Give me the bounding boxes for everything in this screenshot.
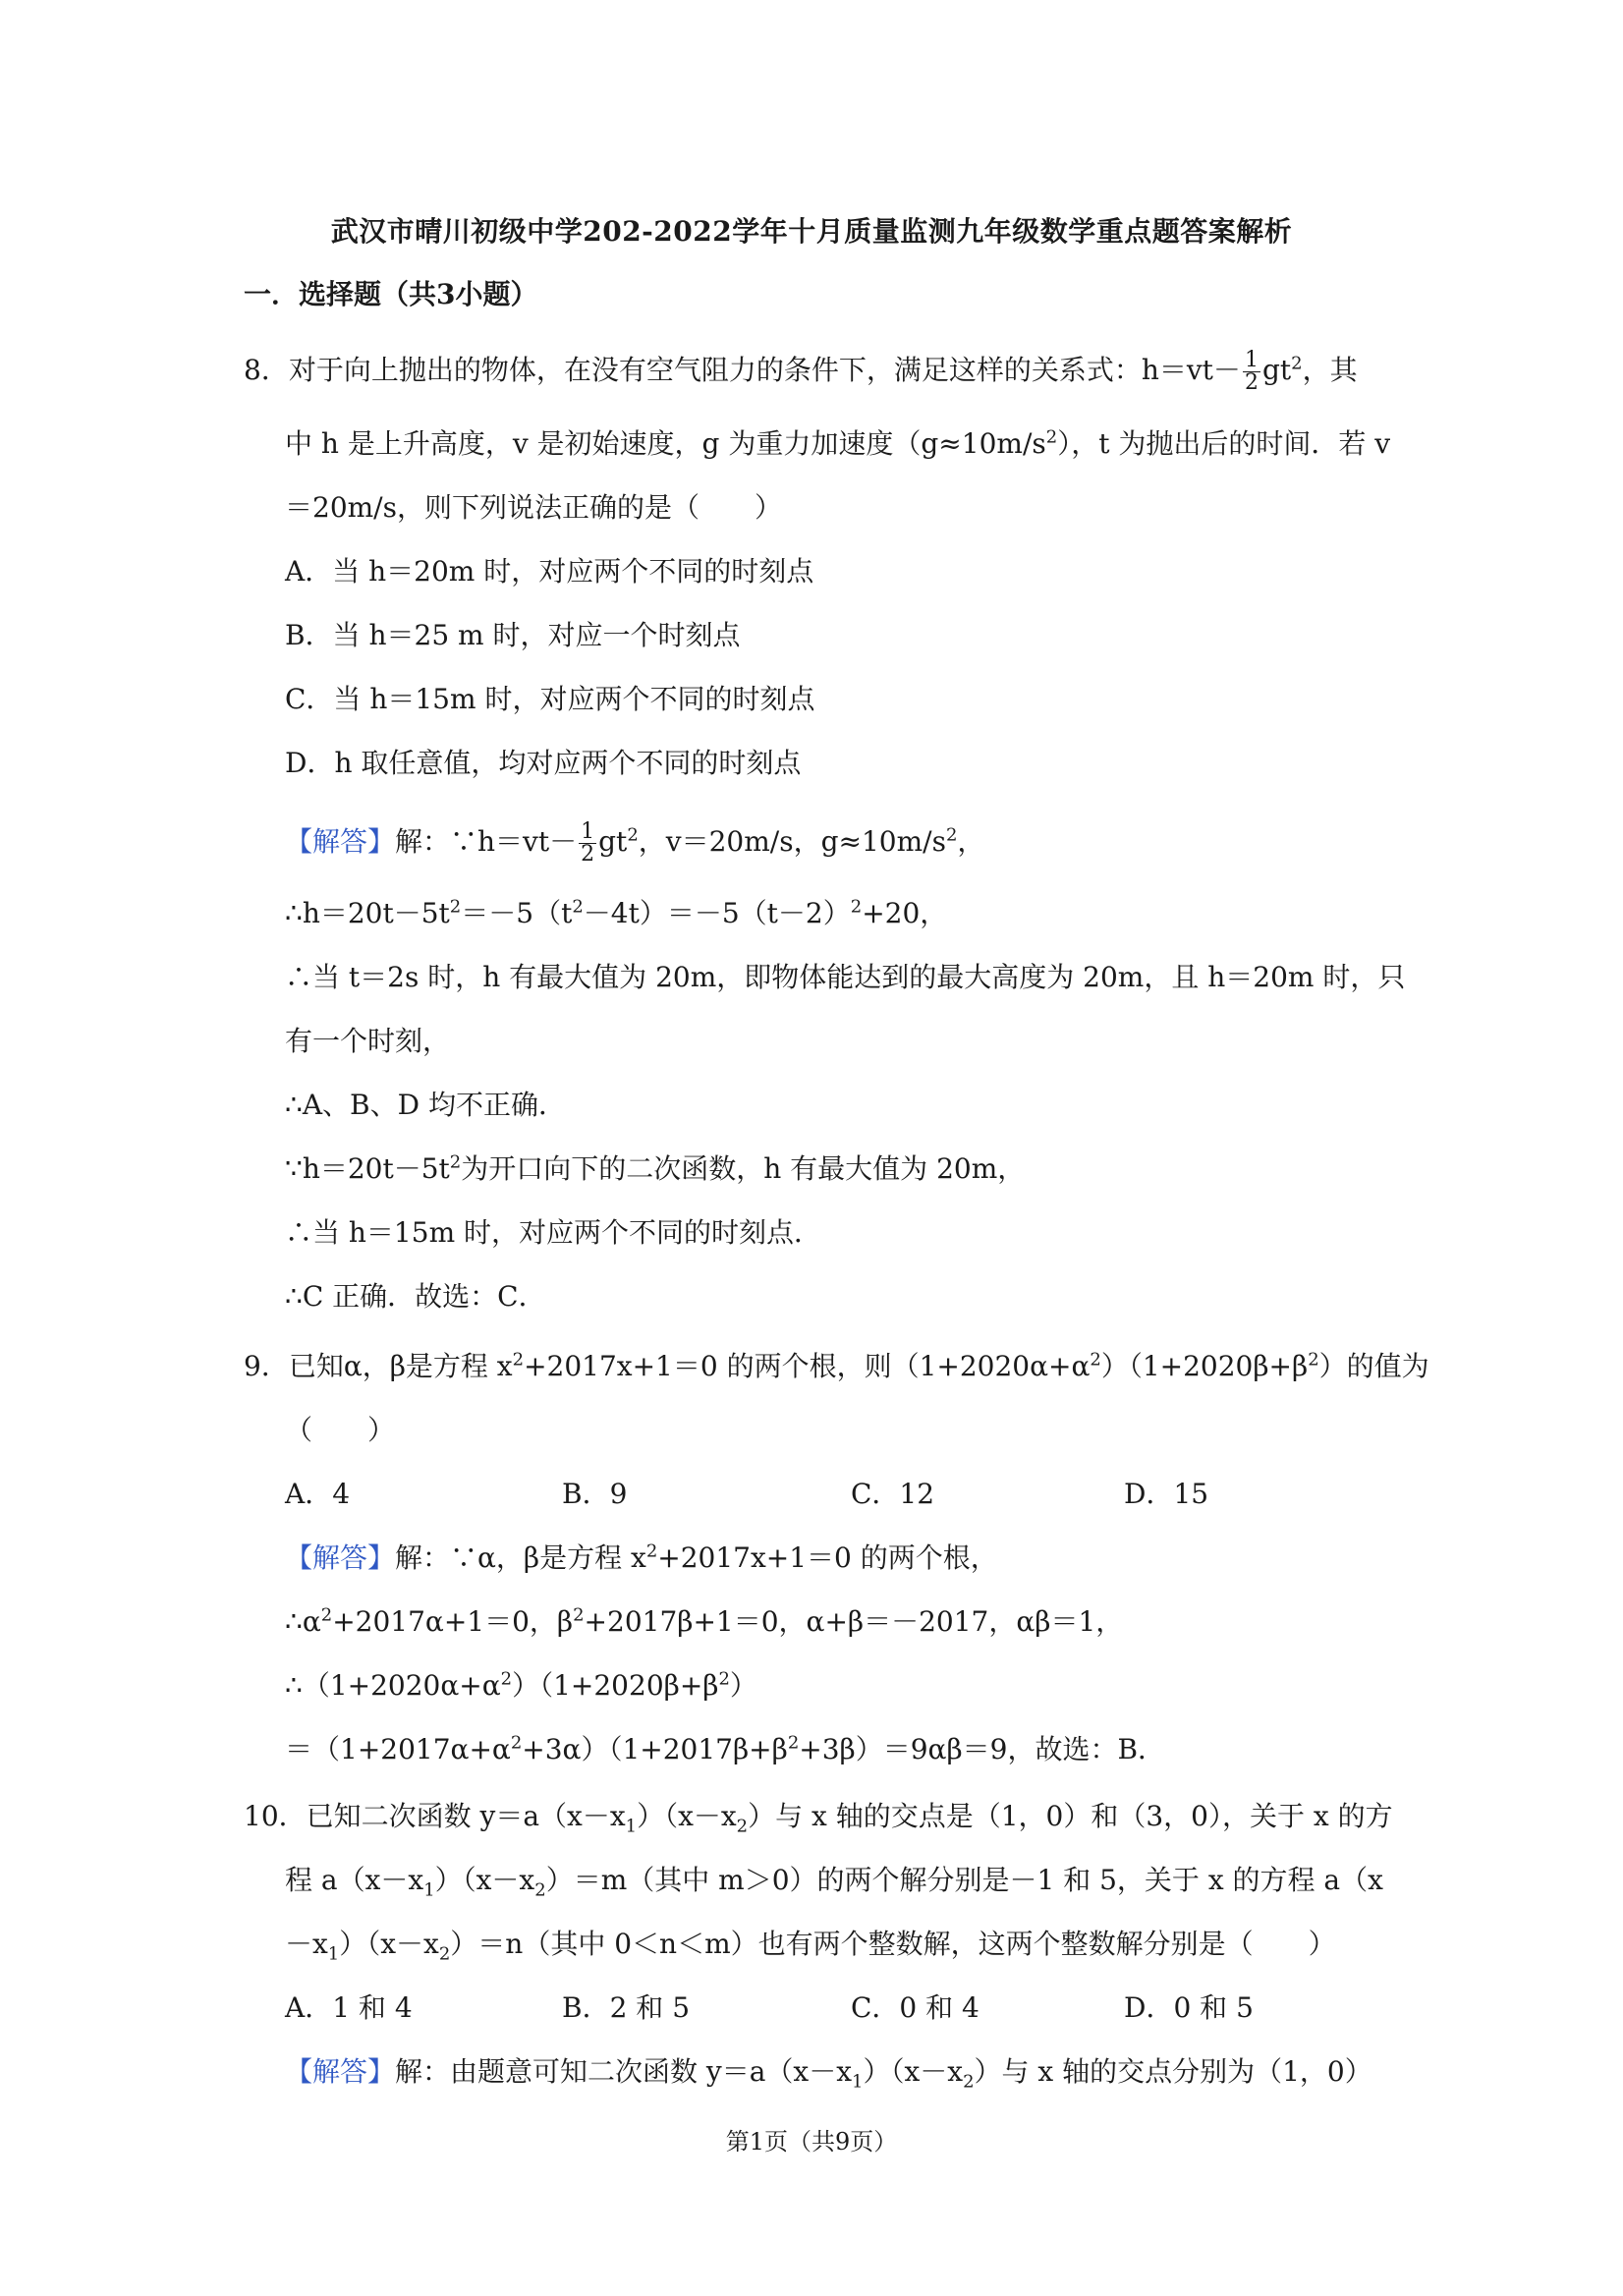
solution-text: ） [729,1669,757,1702]
solution-exponent: 2 [500,1668,513,1690]
q10-text: 10．已知二次函数 y＝a（x－x [244,1800,626,1832]
q10-text: －x [285,1928,328,1960]
q9-solution-line-1 [285,1539,998,1578]
q8-text-end: ，其 [1302,354,1358,386]
q8-text: 8．对于向上抛出的物体，在没有空气阻力的条件下，满足这样的关系式： [244,354,1142,386]
q9-option-c: C．12 [851,1478,935,1510]
fraction-denominator: 2 [581,842,595,867]
q8-exponent: 2 [1291,353,1303,374]
solution-text: ）与 x 轴的交点分别为（1，0） [974,2055,1372,2088]
solution-text: ∵h＝20t－5t [285,1152,450,1185]
q8-formula: h＝vt－ [1141,354,1241,386]
q9-exponent: 2 [1090,1349,1101,1371]
solution-text: ＝（1+2017α+α [285,1733,511,1765]
solution-exponent: 2 [449,896,462,918]
q8-option-c: C．当 h＝15m 时，对应两个不同的时刻点 [285,683,815,715]
solution-exponent: 2 [573,1604,585,1626]
q10-subscript: 2 [736,1816,749,1837]
solution-text: ， [957,825,985,858]
q9-option-b: B．9 [562,1478,628,1510]
solution-tag: 【解答】 [285,2055,396,2088]
q10-options [285,1988,1366,2028]
solution-exponent: 2 [449,1151,462,1173]
q10-subscript: 1 [423,1879,435,1901]
q8-stem-line-1 [244,350,1358,394]
fraction-numerator: 1 [1244,348,1259,372]
q10-option-a: A．1 和 4 [285,1991,413,2024]
q8-solution-line-4: 有一个时刻， [285,1025,451,1057]
solution-subscript: 1 [852,2071,864,2093]
page-title: 武汉市晴川初级中学202-2022学年十月质量监测九年级数学重点题答案解析 [330,215,1293,248]
q8-solution-line-5: ∴A、B、D 均不正确． [285,1089,566,1121]
q10-subscript: 1 [327,1943,340,1965]
q8-solution-line-3: ∴当 t＝2s 时，h 有最大值为 20m，即物体能达到的最大高度为 20m，且 h＝20m 时，只 [285,961,1406,993]
solution-exponent: 2 [645,1540,658,1562]
q8-fraction [1243,350,1260,394]
solution-text: 解：由题意可知二次函数 y＝a（x－x [395,2055,853,2088]
section-heading: 一．选择题（共3小题） [244,278,538,310]
q8-stem-line-3: ＝20m/s，则下列说法正确的是（ ） [285,491,782,524]
q9-solution-line-2 [285,1602,1123,1642]
solution-subscript: 2 [963,2071,975,2093]
q8-solution-line-7: ∴当 h＝15m 时，对应两个不同的时刻点． [285,1216,822,1249]
solution-exponent: 2 [572,896,584,918]
q10-stem-line-3 [285,1925,1336,1964]
solution-text: ）（1+2020β+β [512,1669,719,1702]
q10-text: ）（x－x [637,1800,737,1832]
q10-text: ）（x－x [434,1864,535,1896]
solution-exponent: 2 [787,1732,800,1754]
solution-text: －4t）＝－5（t－2） [583,897,851,929]
q8-solution-line-1 [285,821,984,866]
q8-text: ），t 为抛出后的时间．若 v [1057,427,1391,460]
q9-options [285,1475,1366,1514]
q9-option-d: D．15 [1124,1478,1209,1510]
solution-text: +2017β+1＝0，α+β＝－2017，αβ＝1， [584,1605,1124,1638]
q8-solution-line-2 [285,894,947,933]
q10-option-d: D．0 和 5 [1124,1991,1254,2024]
q8-option-a: A．当 h＝20m 时，对应两个不同的时刻点 [285,555,814,588]
solution-text: +3α）（1+2017β+β [522,1733,788,1765]
fraction-numerator: 1 [581,819,595,844]
solution-text: 解：∵h＝vt－ [395,825,578,858]
solution-text: ∴α [285,1605,321,1638]
q8-option-d: D．h 取任意值，均对应两个不同的时刻点 [285,747,802,779]
solution-exponent: 2 [945,824,958,846]
q10-text: ）（x－x [339,1928,439,1960]
q9-text: 9．已知α，β是方程 x [244,1350,513,1382]
solution-text: ）（x－x [863,2055,964,2088]
q8-text: 中 h 是上升高度，v 是初始速度，g 为重力加速度（g≈10m/s [285,427,1046,460]
q10-subscript: 2 [438,1943,451,1965]
q8-exponent: 2 [1045,426,1058,448]
q10-text: ）＝m（其中 m＞0）的两个解分别是－1 和 5，关于 x 的方程 a（x [545,1864,1383,1896]
solution-text: ，v＝20m/s，g≈10m/s [638,825,946,858]
solution-fraction [579,821,596,866]
q9-text: +2017x+1＝0 的两个根，则（1+2020α+α [524,1350,1091,1382]
solution-text: 为开口向下的二次函数，h 有最大值为 20m， [461,1152,1026,1185]
q9-solution-line-4 [285,1730,1165,1769]
q10-text: 程 a（x－x [285,1864,424,1896]
fraction-denominator: 2 [1244,370,1259,395]
q10-solution-line-1 [285,2052,1372,2092]
solution-exponent: 2 [320,1604,333,1626]
solution-text: +3β）＝9αβ＝9，故选：B． [799,1733,1166,1765]
q10-subscript: 2 [534,1879,546,1901]
q9-exponent: 2 [1308,1349,1319,1371]
q9-solution-line-3 [285,1666,757,1706]
solution-text: +20， [862,897,948,929]
solution-text: ∴h＝20t－5t [285,897,450,929]
solution-text: +2017x+1＝0 的两个根， [657,1541,998,1574]
solution-tag: 【解答】 [285,1541,396,1574]
solution-tag: 【解答】 [285,825,396,858]
q10-text: ）与 x 轴的交点是（1，0）和（3，0），关于 x 的方 [748,1800,1393,1832]
solution-exponent: 2 [718,1668,730,1690]
q8-solution-line-6 [285,1149,1025,1189]
q9-text: ）（1+2020β+β [1100,1350,1309,1382]
q9-exponent: 2 [512,1349,525,1371]
page-footer: 第1页（共9页） [725,2128,898,2156]
q10-text: ）＝n（其中 0＜n＜m）也有两个整数解，这两个整数解分别是（ ） [450,1928,1336,1960]
q10-option-b: B．2 和 5 [562,1991,691,2024]
q9-stem-line-2: （ ） [285,1414,396,1446]
solution-text: +2017α+1＝0，β [332,1605,574,1638]
q8-solution-line-8: ∴C 正确．故选：C． [285,1280,546,1313]
solution-text: ∴（1+2020α+α [285,1669,501,1702]
q9-stem-line-1 [244,1347,1429,1386]
solution-text: gt [598,825,628,858]
q9-text: ）的值为 [1318,1350,1429,1382]
q8-formula-tail: gt [1261,354,1292,386]
q10-stem-line-1 [244,1797,1393,1836]
solution-exponent: 2 [510,1732,523,1754]
solution-exponent: 2 [850,896,863,918]
q8-stem-line-2 [285,424,1390,464]
q8-option-b: B．当 h＝25 m 时，对应一个时刻点 [285,619,741,651]
solution-text: 解：∵α，β是方程 x [395,1541,646,1574]
solution-exponent: 2 [627,824,639,846]
q9-option-a: A．4 [285,1478,351,1510]
q10-option-c: C．0 和 4 [851,1991,979,2024]
q10-subscript: 1 [625,1816,638,1837]
solution-text: ＝－5（t [461,897,573,929]
q10-stem-line-2 [285,1861,1383,1900]
